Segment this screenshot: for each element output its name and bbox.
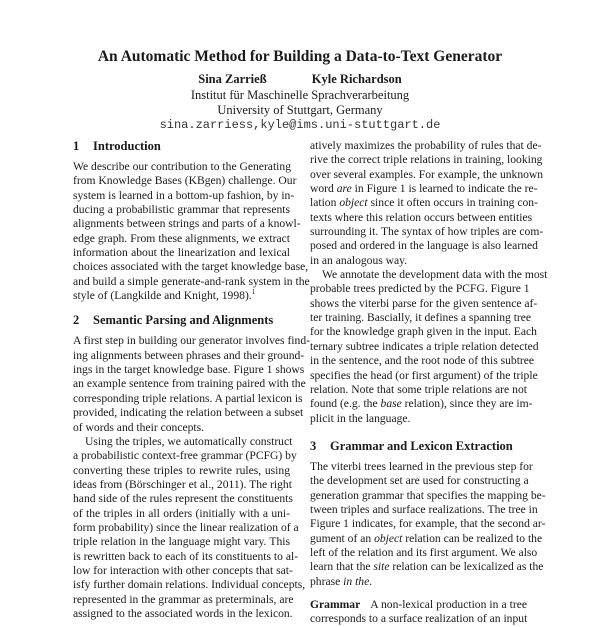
text-line: from Knowledge Bases (KBgen) challenge. Our [73,174,297,188]
text-line: converting these triples to rewrite rules, using [73,463,290,477]
text-span: in Figure 1 is learned to indicate the re- [351,182,538,196]
text-span: relation can be lexicalized as the [389,560,544,574]
text-line: texts where this relation occurs between entities [310,210,533,224]
text-line [310,598,527,612]
text-span: learn that the [310,560,374,574]
text-line: in the sentence, and the root node of this subtree [310,354,535,368]
section-heading-introduction [73,138,290,154]
text-line: probable trees predicted by the PCFG. Figure 1 [310,282,530,296]
text-line: for the knowledge graph given in the input. Each [310,325,537,339]
text-line: assigned to the associated words in the lexicon. [73,606,293,620]
grammar-paragraph [310,598,527,627]
text-line: We annotate the development data with the most [322,268,548,282]
semantic-parsing-paragraph-2 [73,434,306,621]
text-line [310,196,538,210]
text-line: ideas from (Börschinger et al., 2011). The right [73,477,292,491]
viterbi-paragraph [310,268,548,426]
text-line: and build a simple generate-and-rank system in the [73,274,310,288]
text-line: generation grammar that specifies the mapping be- [310,488,546,502]
text-line: hand side of the rules represent the constituents [73,492,293,506]
text-line [310,531,543,546]
text-line: is rewritten back to each of its constituents to al- [73,549,299,563]
section-number: 2 [73,313,80,328]
emphasis: in the [343,574,370,588]
text-line: style of (Langkilde and Knight, 1998).$^1$ [73,288,256,303]
text-span: A non-lexical production in a tree [370,597,527,611]
text-line: Using the triples, we automatically construct [85,434,293,448]
text-line: shows the viterbi parse for the given sentence af- [310,296,538,310]
text-line: an example sentence from training paired with the [73,377,306,391]
author-email: sina.zarriess,kyle@ims.uni-stuttgart.de [159,118,441,132]
text-line: of words and their concepts. [73,420,205,434]
text-line: Figure 1 indicates, for example, that the second ar- [310,517,546,531]
text-line [310,182,538,196]
text-line: The viterbi trees learned in the previous step for [310,459,533,473]
paper-title: An Automatic Method for Building a Data-to-Text Generator [97,48,503,65]
alignment-paragraph [310,139,544,268]
text-line: form probability) since the linear realization of a [73,520,299,534]
text-line: ternary subtree indicates a triple relation detected [310,339,539,353]
affiliation: Institut für Maschinelle Sprachverarbeitung [190,88,410,102]
text-line: ducing a probabilistic grammar that represents [73,203,290,217]
section-title: Grammar and Lexicon Extraction [330,438,513,453]
text-line: edge graph. From these alignments, we extract [73,231,290,245]
intro-paragraph [73,160,310,303]
text-line [310,575,527,589]
section-title: Introduction [93,139,161,153]
text-line: over several examples. For example, the unknown [310,167,544,181]
section-number: 3 [310,438,317,453]
author-name: Kyle Richardson [311,72,402,86]
text-span: . [369,574,373,588]
text-line: system is learned in a bottom-up fashion, by in- [73,188,295,202]
text-line: alignments between strings and parts of a knowl- [73,217,301,231]
author-name: Sina Zarrieß [198,72,267,86]
text-line: in an analogous way. [310,253,408,267]
run-in-heading: Grammar [310,597,361,611]
text-line [310,560,544,574]
text-line: corresponding triple relations. A partial lexicon is [73,391,303,405]
section-number: 1 [73,139,80,153]
semantic-parsing-paragraph-1 [73,334,310,434]
footnote-marker[interactable]: 1 [251,288,256,297]
text-line: provided, indicating the relation between a subset [73,406,304,420]
text-line: triple relation in the language might vary. This [73,535,290,549]
emphasis: object [339,196,368,210]
text-line: We describe our contribution to the Generating [73,160,291,173]
text-span: found (e.g. the [310,397,381,411]
text-line: ter training. Bascially, it defines a spanning tree [310,311,532,325]
text-span: word [310,182,337,196]
text-line [310,397,533,411]
text-line: surrounding it. The syntax of how triples are com- [310,225,544,239]
text-line: left of the relation and its first argument. We also [310,545,538,559]
section-heading-grammar-lexicon [310,438,527,454]
text-span: relation), since they are im- [401,397,533,411]
text-line: of the triples in all orders (initially with a uni- [73,506,290,520]
text-span: lation [310,196,340,210]
text-line: information about the linearization and lexical [73,246,290,260]
text-span: phrase [310,574,344,588]
section-title: Semantic Parsing and Alignments [93,313,274,328]
text-line: relation. Note that some triple relations are not [310,382,527,396]
text-span: gument of an [310,531,375,545]
text-line: corresponds to a surface realization of an input [310,612,528,626]
author-list [0,72,600,87]
emphasis: base [380,397,402,411]
text-line: posed and ordered in the language is also learned [310,239,538,253]
grammar-extraction-paragraph [310,459,546,589]
text-line: the development set are used for constructing a [310,474,529,488]
university: University of Stuttgart, Germany [217,103,383,117]
text-line: represented in the grammar as preterminals, are [73,592,294,606]
text-line: rive the correct triple relations in training, looking [310,153,543,167]
text-line: ing alignments between phrases and their ground- [73,348,305,362]
text-line: atively maximizes the probability of rules that de- [310,139,542,152]
text-line: specifies the head (or first argument) of the triple [310,368,538,382]
text-line: isfy further domain relations. Individual concepts, [73,578,306,592]
emphasis: site [373,560,390,574]
text-line: ings in the target knowledge base. Figure 1 shows [73,363,305,377]
left-column [73,138,310,621]
text-span: relation can be realized to the [402,531,543,545]
text-line: low for interaction with other concepts that sat- [73,563,293,577]
text-line: tween triples and surface realizations. The tree in [310,502,538,516]
text-line: choices associated with the target knowledge base, [73,260,309,274]
text-line: a probabilistic context-free grammar (PCFG) by [73,449,297,463]
emphasis: are [336,182,352,196]
text-span: since it often occurs in training con- [367,196,538,210]
emphasis: object [374,531,403,545]
section-heading-semantic-parsing [73,312,290,328]
text-line: A first step in building our generator involves find- [73,334,310,348]
right-column [310,139,548,627]
text-line: plicit in the language. [310,411,411,425]
